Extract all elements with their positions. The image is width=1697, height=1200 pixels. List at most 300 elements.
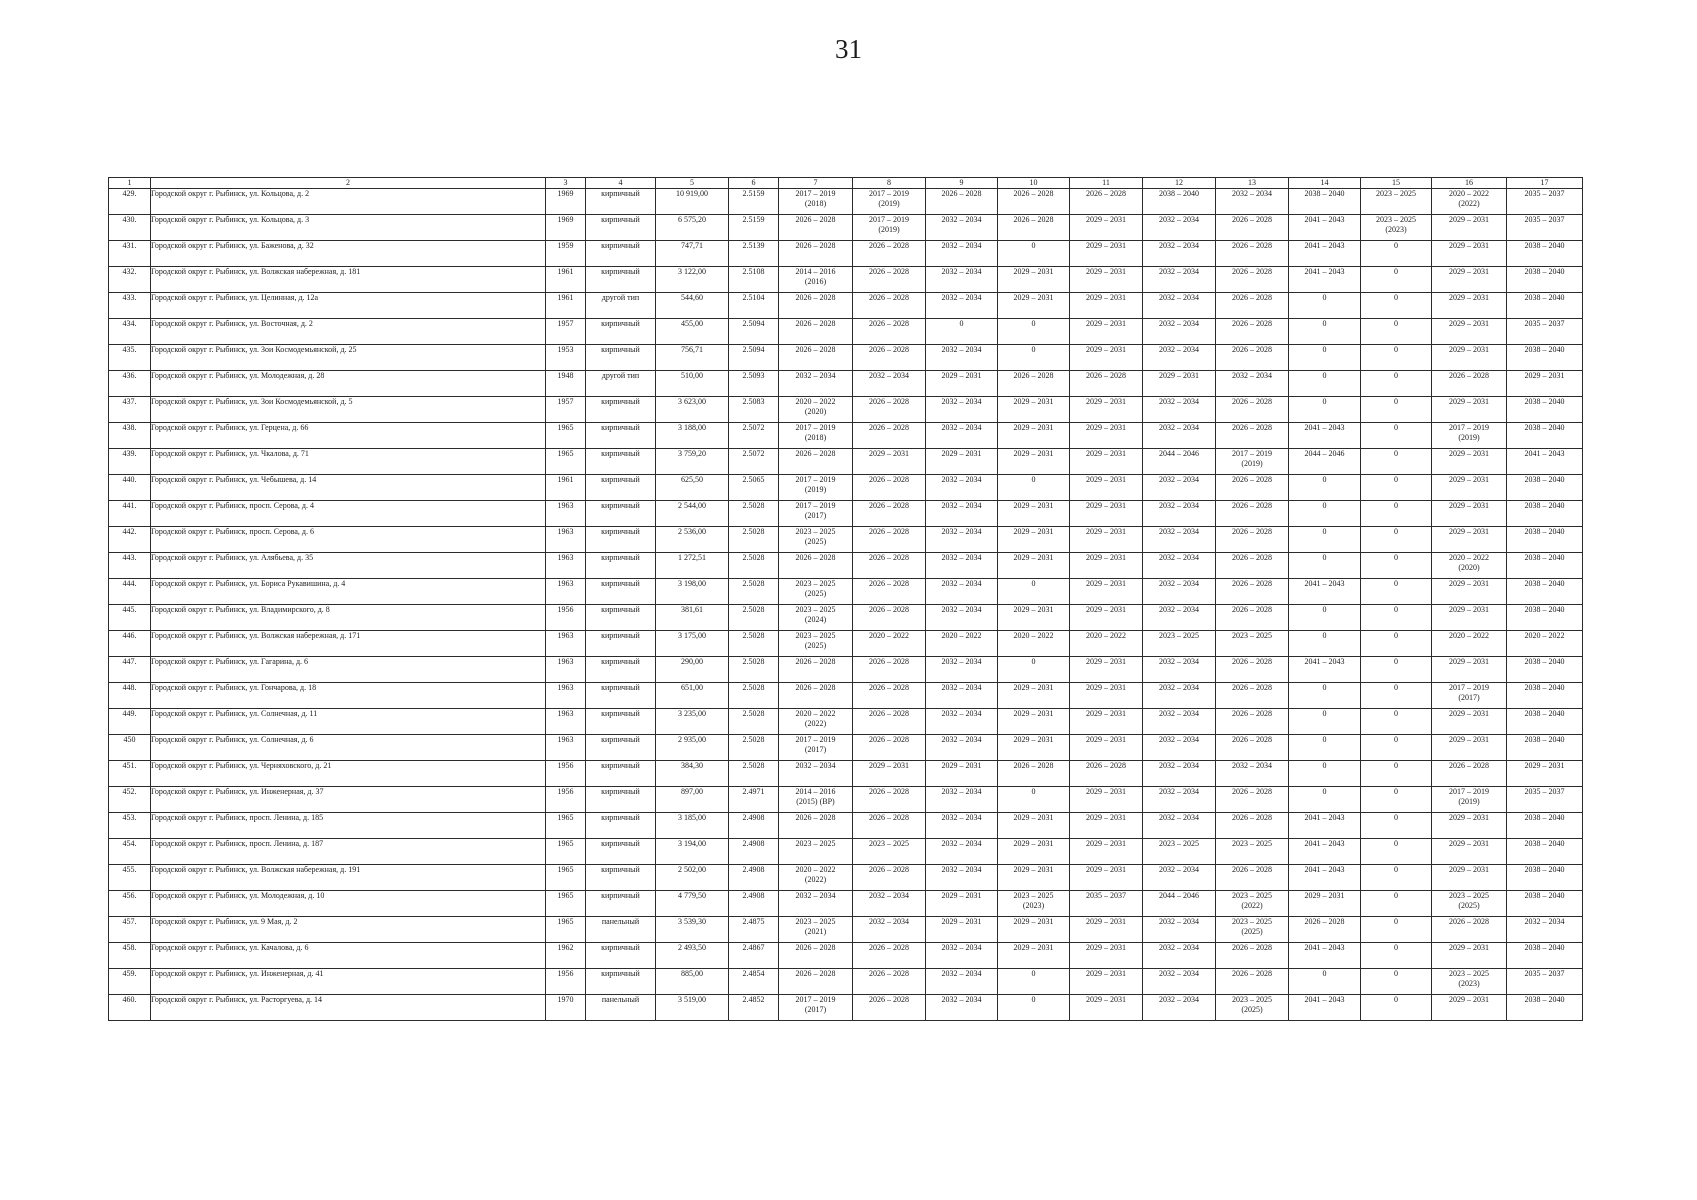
- period-cell: 0: [1361, 683, 1432, 709]
- row-number-cell: 432.: [109, 267, 151, 293]
- area-cell: 756,71: [656, 345, 729, 371]
- column-number-row: [109, 178, 1583, 189]
- period-cell: 2032 – 2034: [926, 995, 998, 1021]
- period-cell: 2032 – 2034: [1143, 943, 1216, 969]
- year-built-cell: 1969: [546, 189, 586, 215]
- row-number-cell: 434.: [109, 319, 151, 345]
- row-number-cell: 433.: [109, 293, 151, 319]
- period-cell: 2026 – 2028: [1432, 371, 1507, 397]
- period-cell: 2026 – 2028: [779, 319, 853, 345]
- wall-material-cell: кирпичный: [586, 241, 656, 267]
- area-cell: 3 198,00: [656, 579, 729, 605]
- period-cell: 2026 – 2028: [1289, 917, 1361, 943]
- period-cell: 2032 – 2034: [1143, 761, 1216, 787]
- period-cell: 2032 – 2034: [926, 787, 998, 813]
- period-cell: 2026 – 2028: [1216, 345, 1289, 371]
- address-cell: Городской округ г. Рыбинск, просп. Ленина, д. 185: [151, 813, 546, 839]
- period-cell: 2026 – 2028: [1216, 787, 1289, 813]
- period-cell: 2038 – 2040: [1507, 527, 1583, 553]
- period-cell: 2032 – 2034: [1216, 189, 1289, 215]
- year-built-cell: 1965: [546, 839, 586, 865]
- area-cell: 10 919,00: [656, 189, 729, 215]
- period-cell: 2029 – 2031: [998, 449, 1070, 475]
- area-cell: 2 935,00: [656, 735, 729, 761]
- year-built-cell: 1957: [546, 319, 586, 345]
- year-built-cell: 1963: [546, 579, 586, 605]
- period-cell: 0: [1361, 813, 1432, 839]
- period-cell: 2032 – 2034: [1216, 371, 1289, 397]
- period-cell: 2017 – 2019 (2019): [1432, 423, 1507, 449]
- period-cell: 2029 – 2031: [1432, 501, 1507, 527]
- period-cell: 2029 – 2031: [1070, 345, 1143, 371]
- row-number-cell: 443.: [109, 553, 151, 579]
- period-cell: 2032 – 2034: [926, 241, 998, 267]
- period-cell: 2026 – 2028: [779, 449, 853, 475]
- period-cell: 2032 – 2034: [1143, 735, 1216, 761]
- period-cell: 2029 – 2031: [1432, 267, 1507, 293]
- area-cell: 455,00: [656, 319, 729, 345]
- wall-material-cell: другой тип: [586, 371, 656, 397]
- period-cell: 2023 – 2025 (2021): [779, 917, 853, 943]
- table-row: [109, 293, 1583, 319]
- address-cell: Городской округ г. Рыбинск, ул. Гончарова, д. 18: [151, 683, 546, 709]
- period-cell: 2032 – 2034: [926, 475, 998, 501]
- period-cell: 2026 – 2028: [779, 943, 853, 969]
- period-cell: 2038 – 2040: [1507, 579, 1583, 605]
- index-cell: 2.5028: [729, 657, 779, 683]
- address-cell: Городской округ г. Рыбинск, ул. Целинная, д. 12а: [151, 293, 546, 319]
- period-cell: 2026 – 2028: [1216, 709, 1289, 735]
- year-built-cell: 1965: [546, 891, 586, 917]
- period-cell: 2029 – 2031: [1432, 813, 1507, 839]
- period-cell: 2032 – 2034: [926, 683, 998, 709]
- wall-material-cell: кирпичный: [586, 319, 656, 345]
- period-cell: 0: [998, 657, 1070, 683]
- address-cell: Городской округ г. Рыбинск, ул. Расторгуева, д. 14: [151, 995, 546, 1021]
- table-row: [109, 813, 1583, 839]
- period-cell: 2026 – 2028: [1216, 215, 1289, 241]
- period-cell: 0: [1361, 787, 1432, 813]
- period-cell: 2032 – 2034: [926, 527, 998, 553]
- area-cell: 1 272,51: [656, 553, 729, 579]
- address-cell: Городской округ г. Рыбинск, ул. Баженова, д. 32: [151, 241, 546, 267]
- period-cell: 2026 – 2028: [998, 371, 1070, 397]
- table-row: [109, 891, 1583, 917]
- period-cell: 2020 – 2022 (2022): [779, 865, 853, 891]
- year-built-cell: 1963: [546, 553, 586, 579]
- period-cell: 2020 – 2022: [1507, 631, 1583, 657]
- area-cell: 3 623,00: [656, 397, 729, 423]
- period-cell: 2026 – 2028: [1216, 397, 1289, 423]
- wall-material-cell: кирпичный: [586, 345, 656, 371]
- column-number-header: 10: [998, 178, 1070, 189]
- period-cell: 2029 – 2031: [998, 813, 1070, 839]
- period-cell: 2026 – 2028: [1216, 553, 1289, 579]
- index-cell: 2.5072: [729, 449, 779, 475]
- table-row: [109, 371, 1583, 397]
- wall-material-cell: кирпичный: [586, 579, 656, 605]
- period-cell: 0: [1289, 397, 1361, 423]
- row-number-cell: 451.: [109, 761, 151, 787]
- period-cell: 2023 – 2025 (2023): [1361, 215, 1432, 241]
- period-cell: 2041 – 2043: [1289, 943, 1361, 969]
- table-row: [109, 267, 1583, 293]
- index-cell: 2.4908: [729, 839, 779, 865]
- period-cell: 0: [1361, 475, 1432, 501]
- period-cell: 2026 – 2028: [853, 241, 926, 267]
- year-built-cell: 1956: [546, 761, 586, 787]
- period-cell: 0: [998, 787, 1070, 813]
- table-row: [109, 241, 1583, 267]
- table-row: [109, 839, 1583, 865]
- row-number-cell: 441.: [109, 501, 151, 527]
- period-cell: 2026 – 2028: [1216, 319, 1289, 345]
- column-number-header: 15: [1361, 178, 1432, 189]
- period-cell: 2038 – 2040: [1507, 865, 1583, 891]
- period-cell: 2029 – 2031: [998, 735, 1070, 761]
- area-cell: 885,00: [656, 969, 729, 995]
- period-cell: 2023 – 2025 (2025): [1216, 917, 1289, 943]
- period-cell: 2032 – 2034: [1143, 319, 1216, 345]
- year-built-cell: 1963: [546, 527, 586, 553]
- row-number-cell: 457.: [109, 917, 151, 943]
- period-cell: 2026 – 2028: [998, 761, 1070, 787]
- period-cell: 2038 – 2040: [1143, 189, 1216, 215]
- period-cell: 0: [1361, 995, 1432, 1021]
- period-cell: 2029 – 2031: [853, 761, 926, 787]
- row-number-cell: 438.: [109, 423, 151, 449]
- period-cell: 2044 – 2046: [1143, 449, 1216, 475]
- row-number-cell: 430.: [109, 215, 151, 241]
- period-cell: 2041 – 2043: [1289, 995, 1361, 1021]
- address-cell: Городской округ г. Рыбинск, ул. Владимирского, д. 8: [151, 605, 546, 631]
- period-cell: 2029 – 2031: [1070, 293, 1143, 319]
- period-cell: 2026 – 2028: [1216, 501, 1289, 527]
- period-cell: 2032 – 2034: [1143, 527, 1216, 553]
- table-row: [109, 709, 1583, 735]
- period-cell: 2026 – 2028: [779, 813, 853, 839]
- period-cell: 2029 – 2031: [998, 839, 1070, 865]
- period-cell: 2032 – 2034: [1143, 709, 1216, 735]
- row-number-cell: 456.: [109, 891, 151, 917]
- wall-material-cell: кирпичный: [586, 761, 656, 787]
- area-cell: 3 185,00: [656, 813, 729, 839]
- year-built-cell: 1956: [546, 787, 586, 813]
- table-row: [109, 761, 1583, 787]
- period-cell: 2038 – 2040: [1507, 397, 1583, 423]
- period-cell: 2041 – 2043: [1289, 215, 1361, 241]
- period-cell: 2038 – 2040: [1507, 891, 1583, 917]
- row-number-cell: 449.: [109, 709, 151, 735]
- period-cell: 2035 – 2037: [1507, 787, 1583, 813]
- period-cell: 0: [1361, 761, 1432, 787]
- column-number-header: 2: [151, 178, 546, 189]
- index-cell: 2.4971: [729, 787, 779, 813]
- row-number-cell: 455.: [109, 865, 151, 891]
- period-cell: 2026 – 2028: [1432, 917, 1507, 943]
- period-cell: 2029 – 2031: [1432, 839, 1507, 865]
- period-cell: 2029 – 2031: [853, 449, 926, 475]
- area-cell: 3 539,30: [656, 917, 729, 943]
- period-cell: 0: [1289, 501, 1361, 527]
- period-cell: 2029 – 2031: [998, 943, 1070, 969]
- period-cell: 0: [1361, 345, 1432, 371]
- period-cell: 0: [1361, 319, 1432, 345]
- period-cell: 2026 – 2028: [779, 241, 853, 267]
- period-cell: 2029 – 2031: [1070, 735, 1143, 761]
- period-cell: 2029 – 2031: [1432, 319, 1507, 345]
- year-built-cell: 1961: [546, 267, 586, 293]
- area-cell: 3 188,00: [656, 423, 729, 449]
- period-cell: 2023 – 2025 (2023): [998, 891, 1070, 917]
- period-cell: 2020 – 2022 (2022): [779, 709, 853, 735]
- period-cell: 2032 – 2034: [926, 267, 998, 293]
- address-cell: Городской округ г. Рыбинск, ул. 9 Мая, д. 2: [151, 917, 546, 943]
- period-cell: 2041 – 2043: [1289, 241, 1361, 267]
- year-built-cell: 1970: [546, 995, 586, 1021]
- year-built-cell: 1963: [546, 657, 586, 683]
- year-built-cell: 1963: [546, 631, 586, 657]
- table-row: [109, 943, 1583, 969]
- period-cell: 2044 – 2046: [1143, 891, 1216, 917]
- period-cell: 2026 – 2028: [1216, 241, 1289, 267]
- period-cell: 2017 – 2019 (2019): [1216, 449, 1289, 475]
- period-cell: 0: [1289, 683, 1361, 709]
- period-cell: 0: [1361, 553, 1432, 579]
- period-cell: 2029 – 2031: [998, 709, 1070, 735]
- period-cell: 2029 – 2031: [1070, 839, 1143, 865]
- wall-material-cell: кирпичный: [586, 475, 656, 501]
- period-cell: 2026 – 2028: [853, 709, 926, 735]
- period-cell: 2029 – 2031: [1070, 241, 1143, 267]
- wall-material-cell: кирпичный: [586, 189, 656, 215]
- period-cell: 2035 – 2037: [1507, 215, 1583, 241]
- index-cell: 2.5028: [729, 527, 779, 553]
- period-cell: 2026 – 2028: [853, 735, 926, 761]
- period-cell: 2026 – 2028: [853, 267, 926, 293]
- period-cell: 2032 – 2034: [926, 293, 998, 319]
- year-built-cell: 1965: [546, 917, 586, 943]
- index-cell: 2.5028: [729, 631, 779, 657]
- period-cell: 0: [1289, 371, 1361, 397]
- period-cell: 2017 – 2019 (2017): [779, 501, 853, 527]
- column-number-header: 5: [656, 178, 729, 189]
- row-number-cell: 436.: [109, 371, 151, 397]
- period-cell: 2032 – 2034: [1216, 761, 1289, 787]
- index-cell: 2.5028: [729, 553, 779, 579]
- period-cell: 2032 – 2034: [1143, 917, 1216, 943]
- row-number-cell: 452.: [109, 787, 151, 813]
- period-cell: 2029 – 2031: [1070, 423, 1143, 449]
- year-built-cell: 1963: [546, 709, 586, 735]
- area-cell: 2 536,00: [656, 527, 729, 553]
- address-cell: Городской округ г. Рыбинск, просп. Серова, д. 4: [151, 501, 546, 527]
- row-number-cell: 442.: [109, 527, 151, 553]
- address-cell: Городской округ г. Рыбинск, ул. Кольцова, д. 3: [151, 215, 546, 241]
- year-built-cell: 1969: [546, 215, 586, 241]
- address-cell: Городской округ г. Рыбинск, ул. Чкалова, д. 71: [151, 449, 546, 475]
- row-number-cell: 453.: [109, 813, 151, 839]
- year-built-cell: 1965: [546, 813, 586, 839]
- period-cell: 2026 – 2028: [853, 579, 926, 605]
- year-built-cell: 1963: [546, 735, 586, 761]
- index-cell: 2.5072: [729, 423, 779, 449]
- index-cell: 2.4908: [729, 891, 779, 917]
- period-cell: 2038 – 2040: [1289, 189, 1361, 215]
- period-cell: 2032 – 2034: [853, 371, 926, 397]
- period-cell: 2041 – 2043: [1289, 813, 1361, 839]
- period-cell: 0: [998, 579, 1070, 605]
- wall-material-cell: кирпичный: [586, 735, 656, 761]
- table-row: [109, 189, 1583, 215]
- period-cell: 2032 – 2034: [1143, 657, 1216, 683]
- period-cell: 2017 – 2019 (2019): [853, 189, 926, 215]
- period-cell: 2038 – 2040: [1507, 605, 1583, 631]
- period-cell: 2026 – 2028: [1216, 293, 1289, 319]
- housing-table: [108, 177, 1583, 1021]
- row-number-cell: 429.: [109, 189, 151, 215]
- period-cell: 0: [1289, 475, 1361, 501]
- area-cell: 3 519,00: [656, 995, 729, 1021]
- area-cell: 6 575,20: [656, 215, 729, 241]
- period-cell: 2026 – 2028: [853, 553, 926, 579]
- address-cell: Городской округ г. Рыбинск, ул. Алябьева, д. 35: [151, 553, 546, 579]
- column-number-header: 12: [1143, 178, 1216, 189]
- period-cell: 2026 – 2028: [1216, 579, 1289, 605]
- index-cell: 2.5159: [729, 189, 779, 215]
- wall-material-cell: кирпичный: [586, 969, 656, 995]
- period-cell: 0: [1289, 293, 1361, 319]
- period-cell: 2029 – 2031: [998, 397, 1070, 423]
- period-cell: 0: [1289, 631, 1361, 657]
- wall-material-cell: кирпичный: [586, 709, 656, 735]
- column-number-header: 17: [1507, 178, 1583, 189]
- address-cell: Городской округ г. Рыбинск, ул. Чебышева, д. 14: [151, 475, 546, 501]
- row-number-cell: 447.: [109, 657, 151, 683]
- period-cell: 2038 – 2040: [1507, 735, 1583, 761]
- index-cell: 2.5065: [729, 475, 779, 501]
- period-cell: 2041 – 2043: [1289, 657, 1361, 683]
- table-row: [109, 579, 1583, 605]
- period-cell: 0: [1361, 371, 1432, 397]
- period-cell: 2026 – 2028: [853, 319, 926, 345]
- period-cell: 2020 – 2022: [1432, 631, 1507, 657]
- period-cell: 2029 – 2031: [1070, 215, 1143, 241]
- period-cell: 2038 – 2040: [1507, 657, 1583, 683]
- table-row: [109, 605, 1583, 631]
- period-cell: 2017 – 2019 (2017): [779, 995, 853, 1021]
- index-cell: 2.5028: [729, 501, 779, 527]
- year-built-cell: 1953: [546, 345, 586, 371]
- period-cell: 2029 – 2031: [1432, 293, 1507, 319]
- row-number-cell: 454.: [109, 839, 151, 865]
- period-cell: 2026 – 2028: [853, 995, 926, 1021]
- period-cell: 2026 – 2028: [853, 969, 926, 995]
- period-cell: 2023 – 2025 (2025): [1216, 995, 1289, 1021]
- period-cell: 2041 – 2043: [1289, 579, 1361, 605]
- period-cell: 0: [1361, 735, 1432, 761]
- wall-material-cell: панельный: [586, 995, 656, 1021]
- period-cell: 2032 – 2034: [1507, 917, 1583, 943]
- period-cell: 2026 – 2028: [853, 501, 926, 527]
- period-cell: 2017 – 2019 (2019): [853, 215, 926, 241]
- period-cell: 2029 – 2031: [1432, 865, 1507, 891]
- period-cell: 2032 – 2034: [853, 891, 926, 917]
- period-cell: 0: [998, 241, 1070, 267]
- address-cell: Городской округ г. Рыбинск, ул. Молодежная, д. 10: [151, 891, 546, 917]
- column-number-header: 1: [109, 178, 151, 189]
- period-cell: 2026 – 2028: [998, 189, 1070, 215]
- period-cell: 2032 – 2034: [1143, 969, 1216, 995]
- period-cell: 2026 – 2028: [853, 657, 926, 683]
- period-cell: 2029 – 2031: [1070, 527, 1143, 553]
- area-cell: 747,71: [656, 241, 729, 267]
- period-cell: 2041 – 2043: [1289, 267, 1361, 293]
- period-cell: 2041 – 2043: [1289, 839, 1361, 865]
- column-number-header: 6: [729, 178, 779, 189]
- wall-material-cell: панельный: [586, 917, 656, 943]
- period-cell: 0: [998, 345, 1070, 371]
- period-cell: 2029 – 2031: [1070, 267, 1143, 293]
- period-cell: 2029 – 2031: [926, 371, 998, 397]
- year-built-cell: 1961: [546, 293, 586, 319]
- address-cell: Городской округ г. Рыбинск, ул. Восточная, д. 2: [151, 319, 546, 345]
- row-number-cell: 458.: [109, 943, 151, 969]
- period-cell: 2029 – 2031: [998, 917, 1070, 943]
- period-cell: 2023 – 2025 (2022): [1216, 891, 1289, 917]
- period-cell: 2035 – 2037: [1507, 319, 1583, 345]
- period-cell: 0: [1361, 865, 1432, 891]
- table-row: [109, 527, 1583, 553]
- period-cell: 2029 – 2031: [1070, 683, 1143, 709]
- period-cell: 2032 – 2034: [926, 657, 998, 683]
- address-cell: Городской округ г. Рыбинск, ул. Солнечная, д. 11: [151, 709, 546, 735]
- area-cell: 651,00: [656, 683, 729, 709]
- period-cell: 2026 – 2028: [853, 475, 926, 501]
- period-cell: 0: [1289, 787, 1361, 813]
- wall-material-cell: кирпичный: [586, 397, 656, 423]
- wall-material-cell: кирпичный: [586, 527, 656, 553]
- period-cell: 2032 – 2034: [1143, 787, 1216, 813]
- period-cell: 2029 – 2031: [926, 449, 998, 475]
- index-cell: 2.4908: [729, 813, 779, 839]
- period-cell: 2041 – 2043: [1507, 449, 1583, 475]
- period-cell: 2029 – 2031: [1070, 553, 1143, 579]
- wall-material-cell: кирпичный: [586, 423, 656, 449]
- period-cell: 2029 – 2031: [1432, 995, 1507, 1021]
- table-row: [109, 215, 1583, 241]
- wall-material-cell: кирпичный: [586, 215, 656, 241]
- period-cell: 2029 – 2031: [998, 553, 1070, 579]
- period-cell: 2026 – 2028: [1432, 761, 1507, 787]
- area-cell: 4 779,50: [656, 891, 729, 917]
- period-cell: 2029 – 2031: [1070, 865, 1143, 891]
- period-cell: 2032 – 2034: [1143, 995, 1216, 1021]
- period-cell: 2017 – 2019 (2019): [779, 475, 853, 501]
- address-cell: Городской округ г. Рыбинск, ул. Волжская набережная, д. 181: [151, 267, 546, 293]
- period-cell: 2026 – 2028: [779, 215, 853, 241]
- address-cell: Городской округ г. Рыбинск, ул. Зои Космодемьянской, д. 5: [151, 397, 546, 423]
- period-cell: 2026 – 2028: [1216, 683, 1289, 709]
- row-number-cell: 448.: [109, 683, 151, 709]
- period-cell: 0: [1361, 839, 1432, 865]
- period-cell: 2029 – 2031: [1432, 709, 1507, 735]
- address-cell: Городской округ г. Рыбинск, ул. Волжская набережная, д. 171: [151, 631, 546, 657]
- row-number-cell: 445.: [109, 605, 151, 631]
- period-cell: 2023 – 2025 (2023): [1432, 969, 1507, 995]
- address-cell: Городской округ г. Рыбинск, ул. Черняховского, д. 21: [151, 761, 546, 787]
- area-cell: 384,30: [656, 761, 729, 787]
